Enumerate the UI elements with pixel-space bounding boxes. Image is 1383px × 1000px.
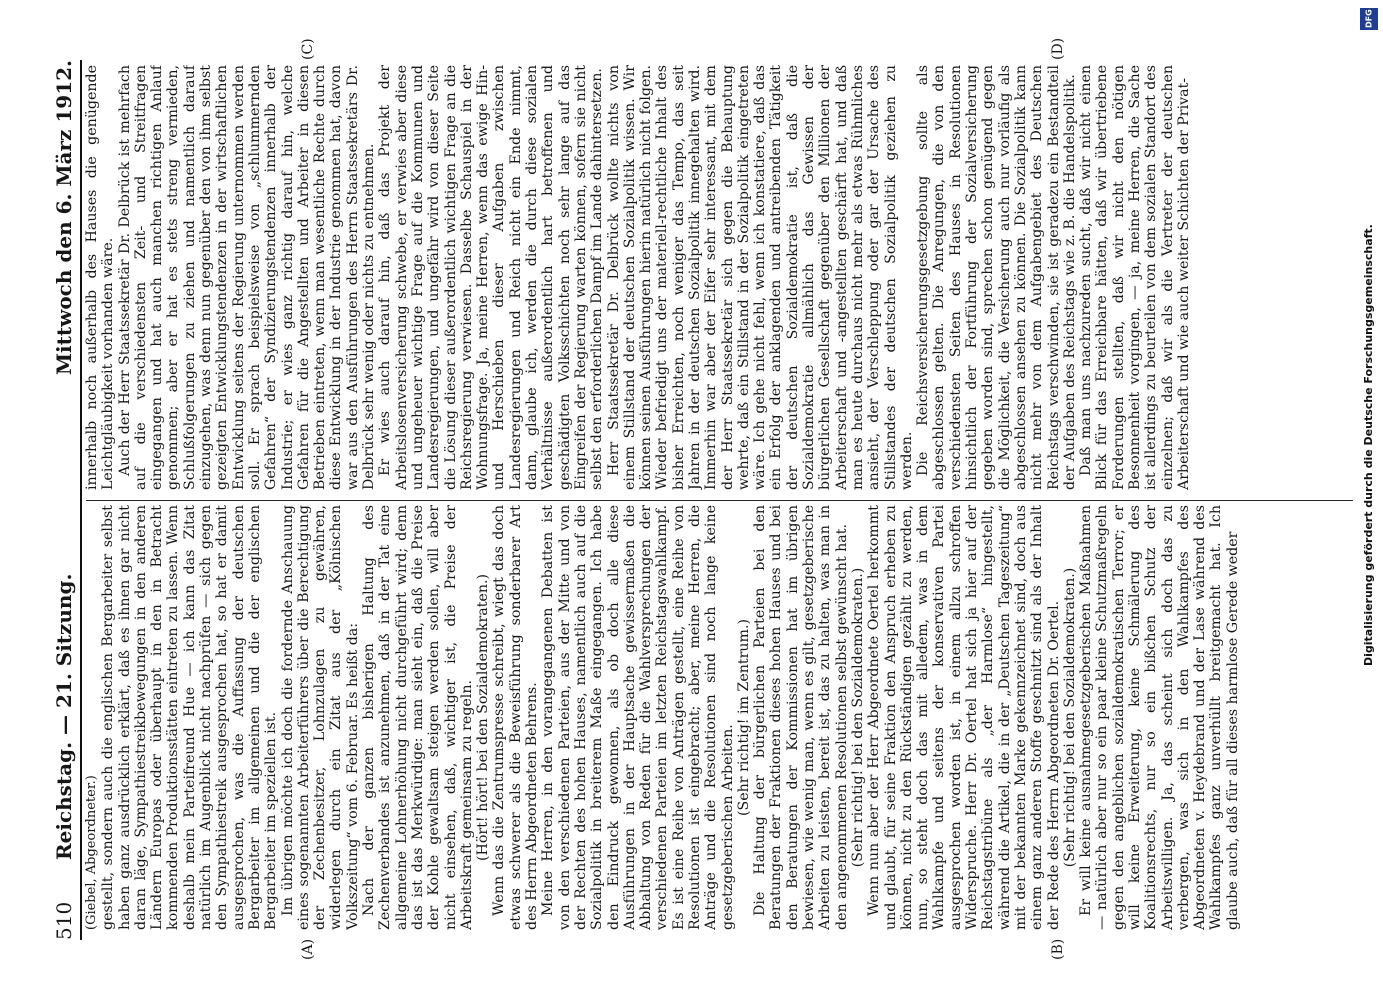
quote-paragraph: Nach der ganzen bisherigen Haltung des Zechenverbandes ist anzunehmen, daß in der Tat eine allgemeine Lohnerhöhung nicht durchgeführt wird; denn das ist das Merkwürdige: man sieht ein, daß die Preise der Kohle gewaltsam steigen werden sollen, will aber nicht einsehen, daß, wichtiger ist, die Preise der Arbeitskraft gemeinsam zu regeln.: [361, 505, 475, 930]
paragraph: Meine Herren, in den vorangegangenen Debatten ist von den verschiedenen Parteien, aus der Mitte und von der Rechten des hohen Hauses, namentlich auch auf die Sozialpolitik in breiterem Maße eingegangen. Ich habe den Eindruck gewonnen, als ob doch alle diese Ausführungen in der Hauptsache gewissermaßen die Abhaltung von Reden für die Wahlversprechungen der verschiedenen Parteien im letzten Reichstagswahlkampf. Es ist eine Reihe von Anträgen gestellt, eine Reihe von Resolutionen ist eingebracht; aber, meine Herren, die Anträge und die Resolutionen sind noch lange keine gesetzgeberischen Arbeiten.: [540, 505, 736, 930]
paragraph: Die Reichsversicherungsgesetzgebung sollte als abgeschlossen gelten. Die Anregungen, die von den verschiedensten Seiten des Hauses in Resolutionen hinsichtlich der Fortführung der Sozialversicherung gegeben worden sind, sprechen schon genügend gegen die Möglichkeit, die Versicherung auch nur vorläufig als abgeschlossen ansehen zu können. Die Sozialpolitik kann nicht mehr von dem Aufgabengebiet des Deutschen Reichstags verschwinden, sie ist geradezu ein Bestandteil der Aufgaben des Reichstags wie z. B. die Handelspolitik.: [915, 65, 1078, 490]
page-number: 510: [52, 901, 76, 940]
dfg-logo: DFG: [1360, 8, 1378, 30]
margin-letter-b: (B): [1050, 938, 1066, 960]
page-header: [46, 60, 82, 940]
interjection: (Sehr richtig! bei den Sozialdemokraten.): [1061, 567, 1078, 868]
interjection: (Hört! hört! bei den Sozialdemokraten.): [475, 573, 492, 862]
paragraph: Wenn das die Zentrumspresse schreibt, wiegt das doch etwas schwerer als die Beweisführung sonderbarer Art des Herrn Abgeordneten Behrens.: [491, 505, 541, 930]
paragraph: Die Haltung der bürgerlichen Parteien bei den Beratungen der Fraktionen dieses hohen Hauses und bei den Beratungen der Kommissionen hat im übrigen bewiesen, wie wenig man, wenn es gilt, gesetzgeberische Arbeiten zu leisten, bereit ist, das zu halten, was man in den angenommenen Resolutionen selbst gewünscht hat.: [752, 505, 850, 930]
interjection: (Sehr richtig! bei den Sozialdemokraten.): [849, 567, 866, 868]
paragraph: Er will keine ausnahmegesetzgeberischen Maßnahmen — natürlich aber nur so ein paar kleine Schutzmaßregeln gegen den angeblichen sozialdemokratischen Terror; er will keine Erweiterung, keine Schmälerung des Koalitionsrechts, nur so ein bißchen Schutz der Arbeitswilligen. Ja, das scheint sich doch das zu verbergen, was sich in den Wahlkampfes des Abgeordneten v. Heydebrand und der Lase während des Wahlkampfes ganz unverhüllt breitgemacht hat. Ich glaube auch, daß für all dieses harmlose Gerede weder: [1078, 505, 1241, 930]
paragraph: Er wies auch darauf hin, daß das Projekt der Arbeitslosenversicherung schwebe, er verwies aber diese und ungeheuer wichtige Frage auf die Kommunen und Landesregierungen, und ungefähr wird von dieser Seite die Lösung dieser außerordentlich wichtigen Frage an die Reichsregierung verwiesen. Dasselbe Schauspiel in der Wohnungsfrage. Ja, meine Herren, wenn das ewige Hin- und Herschieben dieser Aufgaben zwischen Landesregierungen und Reich nicht ein Ende nimmt, dann, glaube ich, werden die durch diese sozialen Verhältnisse außerordentlich hart betroffenen und geschädigten Volksschichten noch sehr lange auf das Eingreifen der Regierung warten können, sofern sie nicht selbst den erforderlichen Dampf im Lande dahintersetzen.: [377, 65, 606, 490]
paragraph: Herr Staatssekretär Dr. Delbrück wollte nichts von einem Stillstand der deutschen Sozialpolitik wissen. Wir können seinen Ausführungen hierin natürlich nicht folgen. Wieder befriedigt uns der materiell-rechtliche Inhalt des bisher Erreichten, noch weniger das Tempo, das seit Jahren in der deutschen Sozialpolitik innegehalten wird. Immerhin war aber der Eifer sehr interessant, mit dem der Herr Staatssekretär sich gegen die Behauptung wehrte, daß ein Stillstand in der Sozialpolitik eingetreten wäre. Ich gehe nicht fehl, wenn ich konstatiere, daß das ein Erfolg der anklagenden und antreibenden Tätigkeit der deutschen Sozialdemokratie ist, daß die Sozialdemokratie allmählich das Gewissen der bürgerlichen Gesellschaft gegenüber den Millionen der Arbeiterschaft und -angestellten geschärft hat, und daß man es heute durchaus nicht mehr als etwas Rühmliches ansieht, der Verschleppung oder gar der Ursache des Stillstandes der deutschen Sozialpolitik geziehen zu werden.: [605, 65, 915, 490]
digitization-note: Digitalisierung gefördert durch die Deutsche Forschungsgemeinschaft.: [1362, 224, 1375, 666]
left-column: [84, 505, 1353, 930]
interjection: (Sehr richtig! im Zentrum.): [735, 618, 752, 817]
paragraph: gestellt, sondern auch die englischen Bergarbeiter selbst haben ganz ausdrücklich erklärt, daß es ihnen gar nicht daran läge, Sympathiestreikbewegungen in den anderen Ländern Europas oder überhaupt in den in Betracht kommenden Produktionsstätten eintreten zu lassen. Wenn deshalb mein Parteifreund Hue — ich kann das Zitat natürlich im Augenblick nicht nachprüfen — sich gegen den Sympathiestreik ausgesprochen hat, so hat er damit ausgesprochen, was die Auffassung der deutschen Bergarbeiter im allgemeinen und die der englischen Bergarbeiter im speziellen ist.: [100, 505, 280, 930]
speaker-label: (Giebel, Abgeordneter.): [84, 775, 99, 930]
paragraph: Daß man uns nachzureden sucht, daß wir nicht einen Blick für das Erreichbare hätten, daß wir übertriebene Forderungen stellten, daß wir nicht den nötigen Besonnenheit vorgingen, — ja, meine Herren, die Sache ist allerdings zu beurteilen von dem sozialen Standort des einzelnen; daß wir als die Vertreter der deutschen Arbeiterschaft und wie auch weiter Schichten der Privat-: [1078, 65, 1192, 490]
paragraph: innerhalb noch außerhalb des Hauses die genügende Leichtgläubigkeit vorhanden wäre.: [84, 65, 117, 490]
right-column: [84, 65, 1353, 490]
margin-letter-d: (D): [1050, 37, 1066, 60]
paragraph: Im übrigen möchte ich doch die fordernde Anschauung eines sogenannten Arbeiterführers über die Berechtigung der Zechenbesitzer, Lohnzulagen zu gewähren, widerlegen durch ein Zitat aus der „Kölnischen Volkszeitung“ vom 6. Februar. Es heißt da:: [279, 505, 361, 930]
paragraph: Wenn nun aber der Herr Abgeordnete Oertel herkommt und glaubt, für seine Fraktion den Anspruch erheben zu können, nicht zu den Rückständigen gezählt zu werden, nun, so steht doch das mit alledem, was in dem Wahlkampfe und seitens der konservativen Partei ausgesprochen worden ist, in einem allzu schroffen Widerspruche. Herr Dr. Oertel hat sich ja hier auf der Reichstagstribüne als „der Harmlose“ hingestellt, während die Artikel, die in der „Deutschen Tageszeitung“ mit der bekannten Marke gekennzeichnet sind, doch aus einem ganz anderen Stoffe geschnitzt sind als der Inhalt der Rede des Herrn Abgeordneten Dr. Oertel.: [866, 505, 1062, 930]
session-title: Reichstag. — 21. Sitzung.: [52, 573, 76, 860]
margin-letter-c: (C): [300, 38, 316, 60]
column-divider: [86, 500, 1353, 501]
margin-letter-a: (A): [300, 938, 316, 960]
session-date: Mittwoch den 6. März 1912.: [52, 60, 76, 376]
paragraph: Auch der Herr Staatssekretär Dr. Delbrück ist mehrfach auf die verschiedensten Zeit- und Streitfragen eingegangen und hat auch manchen richtigen Anlauf genommen; aber er hat es stets streng vermieden, Schlußfolgerungen zu ziehen und namentlich darauf einzugehen, was denn nun gegenüber den von ihm selbst gezeigten Entwicklungstendenzen in der wirtschaftlichen Entwicklung seitens der Regierung unternommen werden soll. Er sprach beispielsweise von „schlummernden Gefahren“ der Syndizierungstendenzen innerhalb der Industrie; er wies ganz richtig darauf hin, welche Gefahren für die Angestellten und Arbeiter in diesen Betrieben eintreten, wenn man wesentliche Rechte durch diese Entwicklung in der Industrie genommen hat, davon war aus den Ausführungen des Herrn Staatssekretärs Dr. Delbrück sehr wenig oder nichts zu entnehmen.: [116, 65, 378, 490]
